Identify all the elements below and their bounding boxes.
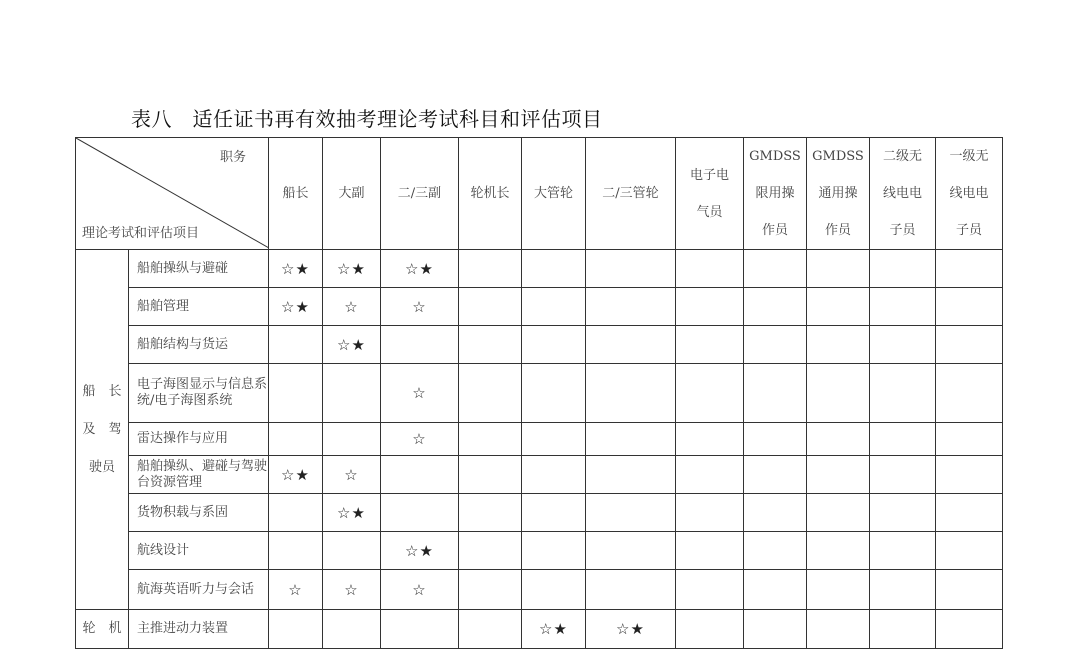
assessment-mark-cell [870, 364, 936, 423]
table-row [76, 494, 1003, 532]
assessment-mark-cell [870, 610, 936, 649]
column-header [936, 138, 1003, 250]
assessment-mark-cell [522, 250, 586, 288]
assessment-mark-cell [323, 610, 381, 649]
assessment-mark-cell [522, 494, 586, 532]
table-row [76, 364, 1003, 423]
assessment-mark-cell [522, 288, 586, 326]
column-header-line: 作员 [824, 223, 851, 238]
assessment-mark-cell [459, 610, 522, 649]
column-header-line: 限用操 [755, 186, 795, 201]
assessment-mark-cell: ☆★ [269, 250, 323, 288]
subject-cell: 船舶操纵与避碰 [129, 250, 269, 288]
assessment-mark-cell: ☆★ [323, 326, 381, 364]
assessment-mark-cell [744, 494, 807, 532]
table-row [76, 288, 1003, 326]
assessment-mark-cell [522, 326, 586, 364]
assessment-mark-cell: ☆★ [381, 532, 459, 570]
assessment-mark-cell [522, 364, 586, 423]
table-row [76, 570, 1003, 610]
assessment-mark-cell [807, 494, 870, 532]
assessment-mark-cell [870, 423, 936, 456]
assessment-mark-cell [459, 288, 522, 326]
assessment-mark-cell: ☆★ [323, 494, 381, 532]
assessment-mark-cell [381, 456, 459, 494]
assessment-mark-cell [807, 570, 870, 610]
assessment-mark-cell [676, 610, 744, 649]
column-header [870, 138, 936, 250]
category-line: 及 驾 [82, 421, 122, 437]
subjects-label: 理论考试和评估项目 [82, 226, 200, 241]
column-header [744, 138, 807, 250]
assessment-mark-cell [269, 532, 323, 570]
column-header [586, 138, 676, 250]
assessment-mark-cell [586, 364, 676, 423]
table-row [76, 250, 1003, 288]
assessment-mark-cell [459, 364, 522, 423]
subject-cell: 船舶操纵、避碰与驾驶台资源管理 [129, 456, 269, 494]
column-header-line: 线电电 [882, 186, 922, 201]
subject-cell: 航海英语听力与会话 [129, 570, 269, 610]
assessment-mark-cell: ☆★ [323, 250, 381, 288]
assessment-mark-cell [269, 364, 323, 423]
assessment-mark-cell [522, 423, 586, 456]
column-header [807, 138, 870, 250]
table-row [76, 532, 1003, 570]
assessment-mark-cell: ☆ [381, 288, 459, 326]
subject-cell: 船舶管理 [129, 288, 269, 326]
assessment-mark-cell [269, 610, 323, 649]
assessment-mark-cell [807, 326, 870, 364]
assessment-mark-cell [522, 532, 586, 570]
assessment-mark-cell [676, 532, 744, 570]
column-header-line: 气员 [696, 204, 723, 220]
column-header-line: 大管轮 [533, 185, 573, 201]
assessment-mark-cell [744, 570, 807, 610]
assessment-mark-cell [269, 423, 323, 456]
assessment-mark-cell [676, 494, 744, 532]
assessment-mark-cell [676, 456, 744, 494]
assessment-mark-cell [936, 494, 1003, 532]
assessment-mark-cell [459, 326, 522, 364]
column-header-line: 子员 [889, 223, 916, 238]
assessment-mark-cell [586, 326, 676, 364]
assessment-mark-cell: ☆★ [269, 288, 323, 326]
assessment-mark-cell [807, 610, 870, 649]
assessment-mark-cell: ☆ [381, 364, 459, 423]
subject-cell: 船舶结构与货运 [129, 326, 269, 364]
column-header-line: 电子电 [689, 167, 729, 183]
column-header-line: 大副 [338, 185, 365, 201]
assessment-mark-cell [744, 250, 807, 288]
assessment-mark-cell [936, 364, 1003, 423]
assessment-mark-cell [744, 326, 807, 364]
column-header-line: 子员 [955, 223, 982, 238]
subject-cell: 主推进动力装置 [129, 610, 269, 649]
assessment-mark-cell [381, 494, 459, 532]
table-row [76, 326, 1003, 364]
assessment-mark-cell [744, 532, 807, 570]
category-cell [76, 250, 129, 610]
assessment-mark-cell [676, 570, 744, 610]
assessment-mark-cell [381, 326, 459, 364]
assessment-mark-cell [459, 423, 522, 456]
header-row [76, 138, 1003, 250]
assessment-mark-cell [936, 570, 1003, 610]
assessment-mark-cell [870, 456, 936, 494]
category-cell [76, 610, 129, 649]
column-header-line: GMDSS [812, 149, 864, 164]
column-header-line: 轮机长 [470, 185, 510, 201]
column-header-line: 一级无 [949, 149, 989, 164]
assessment-mark-cell: ☆★ [269, 456, 323, 494]
assessment-mark-cell [870, 250, 936, 288]
assessment-mark-cell [586, 288, 676, 326]
assessment-mark-cell [870, 494, 936, 532]
table-row [76, 610, 1003, 649]
column-header [269, 138, 323, 250]
assessment-mark-cell [676, 288, 744, 326]
assessment-mark-cell [586, 250, 676, 288]
column-header [323, 138, 381, 250]
exam-subjects-table [75, 137, 1003, 649]
assessment-mark-cell [323, 532, 381, 570]
subject-cell: 电子海图显示与信息系统/电子海图系统 [129, 364, 269, 423]
assessment-mark-cell [936, 456, 1003, 494]
assessment-mark-cell [807, 532, 870, 570]
subject-cell: 货物积载与系固 [129, 494, 269, 532]
assessment-mark-cell: ☆ [323, 288, 381, 326]
column-header-line: GMDSS [749, 149, 801, 164]
assessment-mark-cell [807, 288, 870, 326]
category-line: 轮 机 [82, 621, 122, 636]
assessment-mark-cell [269, 494, 323, 532]
assessment-mark-cell [323, 364, 381, 423]
assessment-mark-cell [586, 423, 676, 456]
column-header-line: 线电电 [949, 186, 989, 201]
assessment-mark-cell [807, 364, 870, 423]
diagonal-header-cell [76, 138, 269, 250]
assessment-mark-cell [522, 570, 586, 610]
column-header-line: 二级无 [882, 149, 922, 164]
assessment-mark-cell [870, 570, 936, 610]
column-header [459, 138, 522, 250]
assessment-mark-cell [269, 326, 323, 364]
assessment-mark-cell [936, 423, 1003, 456]
assessment-mark-cell [586, 570, 676, 610]
assessment-mark-cell [459, 494, 522, 532]
assessment-mark-cell [676, 364, 744, 423]
assessment-mark-cell [936, 326, 1003, 364]
subject-cell: 航线设计 [129, 532, 269, 570]
assessment-mark-cell [586, 456, 676, 494]
assessment-mark-cell [744, 423, 807, 456]
table-title: 表八 适任证书再有效抽考理论考试科目和评估项目 [131, 107, 603, 131]
assessment-mark-cell [807, 250, 870, 288]
assessment-mark-cell [459, 250, 522, 288]
column-header [381, 138, 459, 250]
table-row [76, 423, 1003, 456]
assessment-mark-cell [744, 288, 807, 326]
category-line: 船 长 [82, 383, 122, 399]
assessment-mark-cell: ☆★ [522, 610, 586, 649]
table-row [76, 456, 1003, 494]
assessment-mark-cell: ☆★ [381, 250, 459, 288]
assessment-mark-cell: ☆ [381, 423, 459, 456]
assessment-mark-cell [676, 250, 744, 288]
assessment-mark-cell [807, 423, 870, 456]
assessment-mark-cell [744, 456, 807, 494]
assessment-mark-cell [936, 532, 1003, 570]
assessment-mark-cell [323, 423, 381, 456]
column-header-line: 二/三管轮 [602, 185, 659, 201]
assessment-mark-cell [870, 326, 936, 364]
duty-label: 职务 [219, 150, 246, 165]
assessment-mark-cell [522, 456, 586, 494]
assessment-mark-cell: ☆★ [586, 610, 676, 649]
assessment-mark-cell [459, 456, 522, 494]
assessment-mark-cell [586, 532, 676, 570]
assessment-mark-cell [459, 532, 522, 570]
column-header [676, 138, 744, 250]
assessment-mark-cell: ☆ [269, 570, 323, 610]
assessment-mark-cell [586, 494, 676, 532]
assessment-mark-cell [936, 250, 1003, 288]
subject-cell: 雷达操作与应用 [129, 423, 269, 456]
column-header-line: 二/三副 [397, 185, 442, 201]
assessment-mark-cell [459, 570, 522, 610]
assessment-mark-cell [936, 610, 1003, 649]
category-line: 驶员 [88, 459, 115, 475]
assessment-mark-cell [744, 364, 807, 423]
assessment-mark-cell [870, 288, 936, 326]
assessment-mark-cell [676, 423, 744, 456]
column-header [522, 138, 586, 250]
assessment-mark-cell [936, 288, 1003, 326]
assessment-mark-cell [870, 532, 936, 570]
column-header-line: 作员 [761, 223, 788, 238]
assessment-mark-cell: ☆ [323, 570, 381, 610]
assessment-mark-cell [676, 326, 744, 364]
column-header-line: 船长 [282, 185, 309, 201]
assessment-mark-cell: ☆ [381, 570, 459, 610]
column-header-line: 通用操 [818, 186, 858, 201]
assessment-mark-cell [744, 610, 807, 649]
assessment-mark-cell [381, 610, 459, 649]
assessment-mark-cell: ☆ [323, 456, 381, 494]
assessment-mark-cell [807, 456, 870, 494]
